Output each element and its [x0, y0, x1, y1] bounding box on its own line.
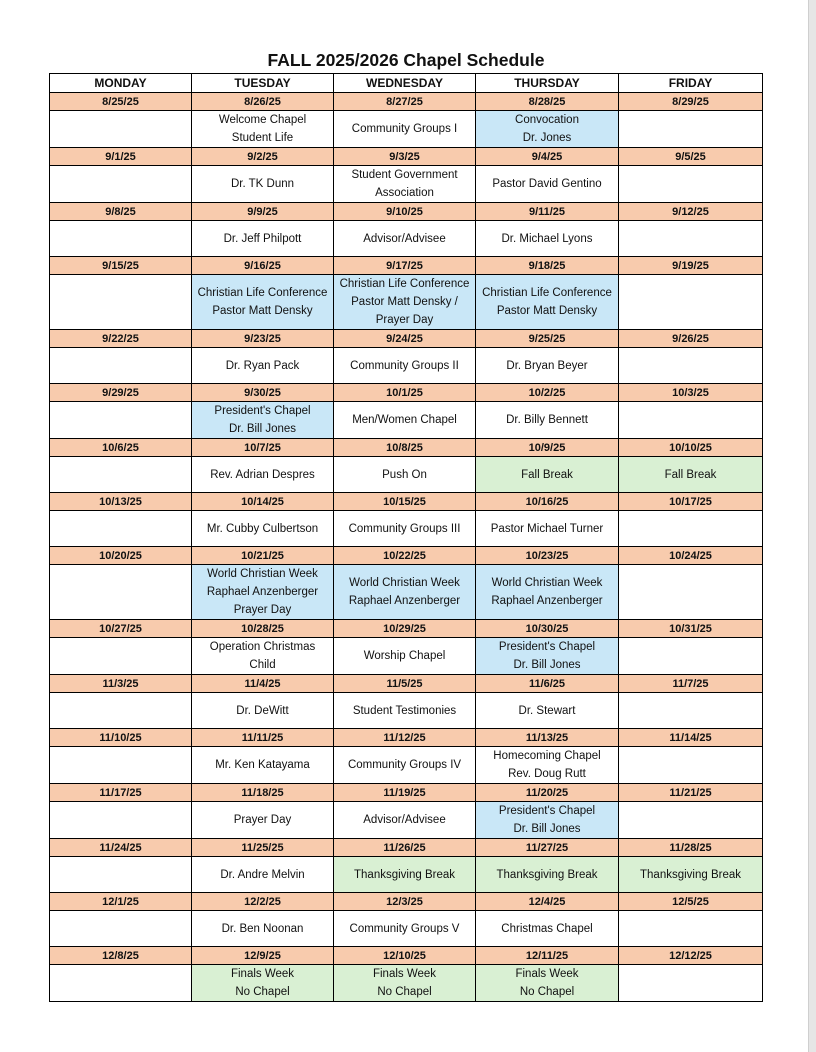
event-row — [50, 111, 763, 148]
event-line: No Chapel — [519, 986, 575, 998]
event-cell — [192, 511, 334, 547]
event-cell — [334, 221, 476, 257]
date-cell: 11/21/25 — [619, 784, 763, 802]
date-cell: 11/27/25 — [476, 839, 619, 857]
date-cell: 10/2/25 — [476, 384, 619, 402]
event-row — [50, 457, 763, 493]
event-row — [50, 221, 763, 257]
date-cell: 12/9/25 — [192, 947, 334, 965]
date-cell: 10/15/25 — [334, 493, 476, 511]
event-cell — [334, 565, 476, 620]
event-line: Dr. Ben Noonan — [221, 922, 304, 935]
event-cell — [619, 166, 763, 203]
event-line: Dr. Jeff Philpott — [223, 232, 302, 245]
event-cell — [192, 111, 334, 148]
date-cell: 9/22/25 — [50, 330, 192, 348]
event-line: Raphael Anzenberger — [348, 595, 461, 607]
event-line: Pastor Matt Densky / — [351, 296, 458, 308]
event-line: Dr. TK Dunn — [230, 178, 295, 190]
event-line: Association — [375, 187, 434, 199]
date-row — [50, 947, 763, 965]
date-cell: 9/5/25 — [619, 148, 763, 166]
date-cell: 10/21/25 — [192, 547, 334, 565]
event-cell — [192, 166, 334, 203]
date-row — [50, 675, 763, 693]
event-cell — [192, 275, 334, 330]
event-cell — [619, 402, 763, 439]
event-line: Convocation — [515, 114, 579, 126]
event-line: Dr. DeWitt — [236, 704, 289, 717]
event-cell — [192, 348, 334, 384]
date-cell: 10/24/25 — [619, 547, 763, 565]
event-cell — [619, 911, 763, 947]
event-cell — [476, 565, 619, 620]
date-cell: 10/14/25 — [192, 493, 334, 511]
event-cell — [619, 638, 763, 675]
date-cell: 11/14/25 — [619, 729, 763, 747]
event-cell — [476, 693, 619, 729]
event-line: Dr. Jones — [522, 132, 572, 144]
date-cell: 9/12/25 — [619, 203, 763, 221]
date-cell: 12/1/25 — [50, 893, 192, 911]
date-cell: 11/25/25 — [192, 839, 334, 857]
event-cell — [476, 965, 619, 1002]
event-cell — [50, 111, 192, 148]
date-cell: 11/6/25 — [476, 675, 619, 693]
date-cell: 12/8/25 — [50, 947, 192, 965]
date-cell: 12/5/25 — [619, 893, 763, 911]
date-cell: 9/2/25 — [192, 148, 334, 166]
date-cell: 12/10/25 — [334, 947, 476, 965]
date-cell: 10/6/25 — [50, 439, 192, 457]
event-line: Thanksgiving Break — [354, 868, 455, 881]
event-cell — [476, 457, 619, 493]
event-line: Rev. Doug Rutt — [508, 768, 586, 780]
event-line: Christian Life Conference — [197, 287, 328, 299]
event-cell — [334, 693, 476, 729]
event-cell — [334, 511, 476, 547]
event-line: Raphael Anzenberger — [491, 595, 603, 607]
event-cell — [50, 965, 192, 1002]
date-cell: 11/5/25 — [334, 675, 476, 693]
date-cell: 8/26/25 — [192, 93, 334, 111]
day-header: WEDNESDAY — [334, 74, 476, 93]
date-cell: 8/29/25 — [619, 93, 763, 111]
date-cell: 11/18/25 — [192, 784, 334, 802]
event-line: Finals Week — [515, 968, 579, 980]
event-cell — [50, 638, 192, 675]
event-line: Prayer Day — [233, 814, 292, 826]
date-cell: 10/13/25 — [50, 493, 192, 511]
event-line: Community Groups IV — [347, 759, 462, 771]
event-cell — [476, 747, 619, 784]
date-row — [50, 729, 763, 747]
date-cell: 10/16/25 — [476, 493, 619, 511]
day-header: MONDAY — [50, 74, 192, 93]
date-cell: 9/16/25 — [192, 257, 334, 275]
date-row — [50, 203, 763, 221]
event-cell — [50, 166, 192, 203]
event-cell — [334, 402, 476, 439]
event-cell — [476, 402, 619, 439]
event-row — [50, 693, 763, 729]
day-header: TUESDAY — [192, 74, 334, 93]
date-row — [50, 439, 763, 457]
date-cell: 9/23/25 — [192, 330, 334, 348]
date-cell: 9/11/25 — [476, 203, 619, 221]
date-cell: 10/20/25 — [50, 547, 192, 565]
date-cell: 9/24/25 — [334, 330, 476, 348]
event-cell — [334, 166, 476, 203]
date-cell: 10/8/25 — [334, 439, 476, 457]
date-cell: 10/22/25 — [334, 547, 476, 565]
event-line: No Chapel — [235, 986, 290, 998]
event-line: Dr. Billy Bennett — [506, 414, 588, 426]
event-line: Operation Christmas — [209, 641, 316, 653]
date-row — [50, 93, 763, 111]
date-cell: 12/12/25 — [619, 947, 763, 965]
event-cell — [50, 511, 192, 547]
event-cell — [619, 747, 763, 784]
date-cell: 11/19/25 — [334, 784, 476, 802]
event-line: Welcome Chapel — [218, 114, 307, 126]
event-row — [50, 965, 763, 1002]
event-cell — [192, 402, 334, 439]
event-line: Community Groups I — [351, 123, 458, 135]
date-cell: 9/18/25 — [476, 257, 619, 275]
date-row — [50, 257, 763, 275]
event-cell — [334, 747, 476, 784]
event-line: Advisor/Advisee — [363, 232, 446, 245]
event-cell — [50, 857, 192, 893]
date-cell: 10/31/25 — [619, 620, 763, 638]
event-cell — [192, 911, 334, 947]
date-row — [50, 620, 763, 638]
date-cell: 9/30/25 — [192, 384, 334, 402]
event-cell — [192, 857, 334, 893]
date-cell: 10/28/25 — [192, 620, 334, 638]
event-line: World Christian Week — [207, 568, 318, 580]
event-row — [50, 166, 763, 203]
event-line: Mr. Cubby Culbertson — [206, 522, 319, 535]
event-cell — [50, 221, 192, 257]
event-cell — [476, 638, 619, 675]
event-cell — [619, 965, 763, 1002]
date-cell: 9/9/25 — [192, 203, 334, 221]
event-line: Mr. Ken Katayama — [215, 759, 310, 771]
event-line: Student Life — [231, 132, 294, 144]
date-cell: 9/25/25 — [476, 330, 619, 348]
date-cell: 12/11/25 — [476, 947, 619, 965]
date-row — [50, 784, 763, 802]
event-line: Christmas Chapel — [501, 922, 593, 935]
event-cell — [334, 638, 476, 675]
event-row — [50, 802, 763, 839]
date-row — [50, 547, 763, 565]
date-cell: 11/26/25 — [334, 839, 476, 857]
date-cell: 12/3/25 — [334, 893, 476, 911]
event-cell — [619, 111, 763, 148]
date-row — [50, 330, 763, 348]
event-cell — [334, 275, 476, 330]
event-cell — [476, 221, 619, 257]
date-cell: 9/1/25 — [50, 148, 192, 166]
event-line: Prayer Day — [233, 604, 292, 616]
event-row — [50, 565, 763, 620]
date-cell: 9/8/25 — [50, 203, 192, 221]
event-line: No Chapel — [377, 986, 432, 998]
event-line: Pastor Matt Densky — [496, 305, 598, 317]
event-line: Raphael Anzenberger — [206, 586, 319, 598]
event-row — [50, 747, 763, 784]
event-cell — [619, 221, 763, 257]
event-cell — [619, 565, 763, 620]
event-cell — [619, 275, 763, 330]
event-line: Student Testimonies — [352, 704, 457, 717]
date-cell: 8/25/25 — [50, 93, 192, 111]
event-cell — [50, 402, 192, 439]
event-cell — [334, 111, 476, 148]
event-line: Finals Week — [230, 968, 295, 980]
date-cell: 10/29/25 — [334, 620, 476, 638]
event-cell — [476, 166, 619, 203]
date-cell: 10/1/25 — [334, 384, 476, 402]
event-line: President's Chapel — [498, 805, 596, 817]
event-line: Fall Break — [664, 468, 717, 481]
date-cell: 9/29/25 — [50, 384, 192, 402]
date-cell: 10/3/25 — [619, 384, 763, 402]
event-line: Men/Women Chapel — [352, 414, 457, 426]
date-cell: 10/17/25 — [619, 493, 763, 511]
event-row — [50, 348, 763, 384]
event-cell — [619, 511, 763, 547]
event-line: Community Groups III — [348, 522, 461, 535]
date-cell: 12/2/25 — [192, 893, 334, 911]
date-cell: 10/27/25 — [50, 620, 192, 638]
event-line: World Christian Week — [491, 577, 603, 589]
event-line: Prayer Day — [375, 314, 434, 326]
event-cell — [192, 457, 334, 493]
date-row — [50, 148, 763, 166]
date-cell: 12/4/25 — [476, 893, 619, 911]
day-header: FRIDAY — [619, 74, 763, 93]
event-line: Dr. Bryan Beyer — [506, 359, 588, 372]
event-cell — [192, 693, 334, 729]
event-cell — [334, 802, 476, 839]
event-line: Worship Chapel — [363, 650, 446, 662]
scrollbar-track[interactable] — [808, 0, 816, 1052]
event-line: Community Groups V — [349, 922, 460, 935]
event-cell — [619, 857, 763, 893]
event-cell — [50, 565, 192, 620]
date-cell: 10/30/25 — [476, 620, 619, 638]
event-line: Dr. Andre Melvin — [220, 868, 305, 881]
date-cell: 10/23/25 — [476, 547, 619, 565]
event-cell — [50, 693, 192, 729]
event-cell — [50, 275, 192, 330]
event-cell — [619, 802, 763, 839]
event-cell — [476, 511, 619, 547]
date-cell: 11/10/25 — [50, 729, 192, 747]
event-row — [50, 638, 763, 675]
event-cell — [334, 857, 476, 893]
date-cell: 10/9/25 — [476, 439, 619, 457]
date-cell: 11/12/25 — [334, 729, 476, 747]
event-cell — [619, 457, 763, 493]
event-row — [50, 511, 763, 547]
event-line: President's Chapel — [214, 405, 311, 417]
event-line: Finals Week — [372, 968, 437, 980]
date-cell: 10/10/25 — [619, 439, 763, 457]
date-cell: 11/3/25 — [50, 675, 192, 693]
event-line: Homecoming Chapel — [493, 750, 601, 762]
date-cell: 9/4/25 — [476, 148, 619, 166]
date-cell: 11/24/25 — [50, 839, 192, 857]
event-cell — [192, 747, 334, 784]
event-cell — [619, 348, 763, 384]
event-cell — [334, 965, 476, 1002]
event-line: Thanksgiving Break — [640, 868, 741, 881]
event-cell — [334, 348, 476, 384]
day-header-row — [50, 74, 763, 93]
date-cell: 9/26/25 — [619, 330, 763, 348]
event-row — [50, 402, 763, 439]
event-line: Christian Life Conference — [339, 278, 470, 290]
event-line: Pastor Matt Densky — [212, 305, 313, 317]
event-line: Advisor/Advisee — [363, 814, 446, 826]
event-line: Rev. Adrian Despres — [210, 468, 315, 481]
event-line: Dr. Michael Lyons — [501, 232, 593, 245]
date-cell: 11/28/25 — [619, 839, 763, 857]
event-line: Dr. Ryan Pack — [225, 359, 300, 372]
event-line: Community Groups II — [350, 359, 459, 372]
event-cell — [476, 911, 619, 947]
date-row — [50, 893, 763, 911]
event-cell — [476, 802, 619, 839]
date-cell: 10/7/25 — [192, 439, 334, 457]
page-title: FALL 2025/2026 Chapel Schedule — [267, 50, 545, 70]
event-line: Dr. Bill Jones — [228, 423, 297, 435]
date-cell: 8/27/25 — [334, 93, 476, 111]
event-row — [50, 911, 763, 947]
date-cell: 9/17/25 — [334, 257, 476, 275]
event-cell — [192, 565, 334, 620]
date-cell: 9/15/25 — [50, 257, 192, 275]
date-cell: 11/20/25 — [476, 784, 619, 802]
event-line: Student Government — [351, 169, 458, 181]
date-row — [50, 384, 763, 402]
date-cell: 8/28/25 — [476, 93, 619, 111]
event-cell — [192, 221, 334, 257]
event-line: Dr. Bill Jones — [513, 659, 581, 671]
event-line: President's Chapel — [498, 641, 596, 653]
event-cell — [192, 965, 334, 1002]
event-line: Christian Life Conference — [482, 287, 612, 299]
event-cell — [50, 911, 192, 947]
schedule-body — [50, 93, 763, 1002]
date-cell: 11/11/25 — [192, 729, 334, 747]
event-line: Thanksgiving Break — [496, 868, 598, 881]
event-cell — [476, 111, 619, 148]
event-line: World Christian Week — [349, 577, 460, 589]
event-cell — [334, 911, 476, 947]
event-line: Child — [249, 659, 276, 671]
event-cell — [334, 457, 476, 493]
event-cell — [50, 802, 192, 839]
date-cell: 11/13/25 — [476, 729, 619, 747]
event-line: Push On — [382, 468, 427, 481]
event-line: Pastor Michael Turner — [490, 522, 604, 535]
day-header: THURSDAY — [476, 74, 619, 93]
date-cell: 9/3/25 — [334, 148, 476, 166]
event-cell — [476, 857, 619, 893]
chapel-schedule-table — [49, 73, 763, 1002]
event-row — [50, 275, 763, 330]
event-line: Fall Break — [521, 468, 573, 481]
event-row — [50, 857, 763, 893]
event-cell — [192, 638, 334, 675]
date-cell: 9/19/25 — [619, 257, 763, 275]
date-row — [50, 839, 763, 857]
date-cell: 11/7/25 — [619, 675, 763, 693]
event-cell — [476, 348, 619, 384]
date-cell: 11/17/25 — [50, 784, 192, 802]
event-line: Pastor David Gentino — [492, 178, 602, 190]
event-cell — [50, 348, 192, 384]
event-cell — [50, 457, 192, 493]
date-cell: 9/10/25 — [334, 203, 476, 221]
date-row — [50, 493, 763, 511]
event-cell — [192, 802, 334, 839]
event-line: Dr. Stewart — [518, 704, 576, 717]
event-cell — [50, 747, 192, 784]
event-line: Dr. Bill Jones — [513, 823, 581, 835]
event-cell — [619, 693, 763, 729]
event-cell — [476, 275, 619, 330]
date-cell: 11/4/25 — [192, 675, 334, 693]
